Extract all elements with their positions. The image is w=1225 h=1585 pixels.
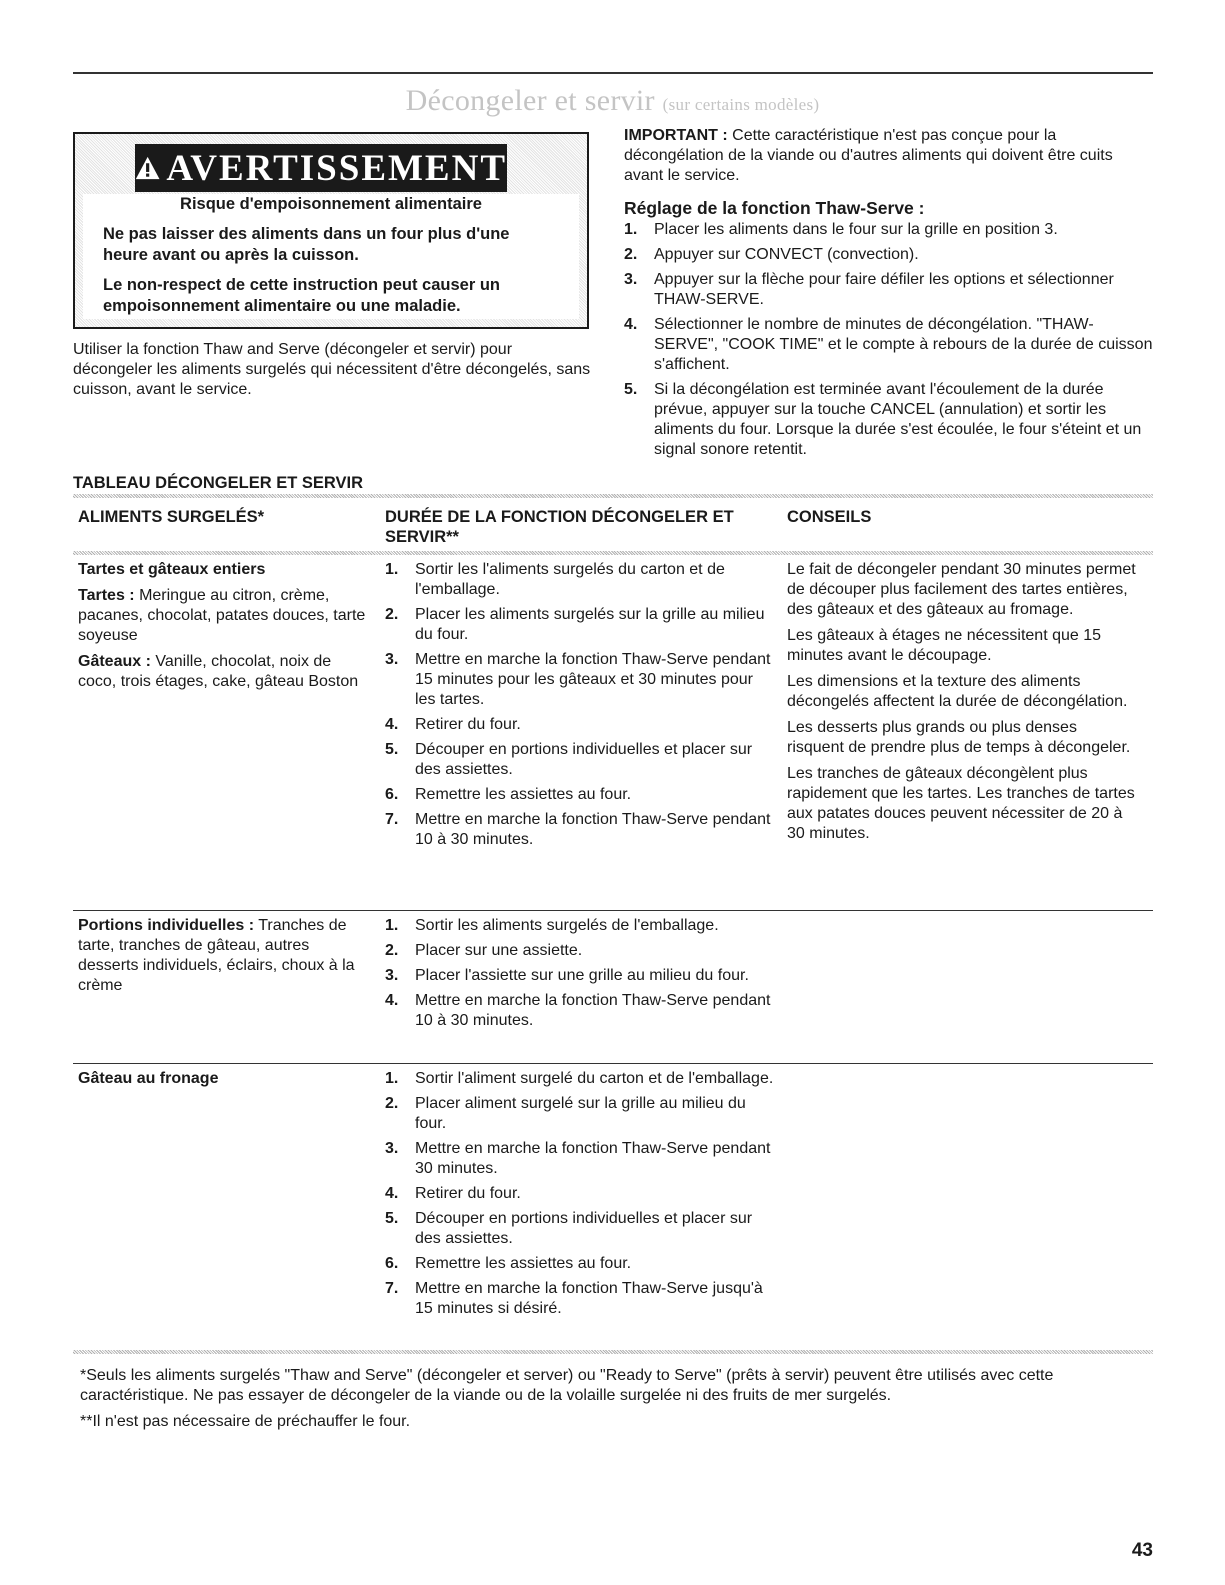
step-number: 6. xyxy=(385,1255,399,1272)
important-text: Cette caractéristique n'est pas conçue pour la décongélation de la viande ou d'autres aliments qui doivent être cuits avant le service. xyxy=(624,127,1113,184)
step-text: Découper en portions individuelles et placer sur des assiettes. xyxy=(415,1210,753,1247)
step-text: Remettre les assiettes au four. xyxy=(415,1255,632,1272)
warning-line-1: Ne pas laisser des aliments dans un four plus d'une heure avant ou après la cuisson. xyxy=(103,225,510,264)
row1-tartes-label: Tartes : xyxy=(78,587,135,604)
row1-steps xyxy=(385,560,775,850)
header-tips: CONSEILS xyxy=(787,508,872,526)
tip: Les dimensions et la texture des aliments décongelés affectent la durée de décongélation. xyxy=(787,673,1128,710)
row1-divider xyxy=(73,910,1153,911)
step-text: Placer les aliments surgelés sur la grille au milieu du four. xyxy=(415,606,765,643)
table-bottom-rule xyxy=(73,1350,1153,1354)
row1-step xyxy=(385,560,775,600)
row2-step xyxy=(385,991,775,1031)
row2-description xyxy=(78,916,370,996)
step-number: 5. xyxy=(385,741,399,758)
setup-heading: Réglage de la fonction Thaw-Serve : xyxy=(624,198,925,218)
row3-title: Gâteau au fronage xyxy=(78,1070,219,1087)
row3-step xyxy=(385,1094,775,1134)
step-number: 6. xyxy=(385,786,399,803)
step-text: Placer les aliments dans le four sur la grille en position 3. xyxy=(654,221,1058,238)
setup-step xyxy=(624,220,1154,240)
row3-step xyxy=(385,1069,775,1089)
warning-header-text: AVERTISSEMENT xyxy=(166,147,507,189)
step-text: Mettre en marche la fonction Thaw-Serve jusqu'à 15 minutes si désiré. xyxy=(415,1280,763,1317)
setup-column xyxy=(624,126,1154,465)
step-number: 7. xyxy=(385,1280,399,1297)
tip: Le fait de décongeler pendant 30 minutes permet de découper plus facilement des tartes entières, des gâteaux et des gâteaux au fromage. xyxy=(787,561,1136,618)
step-number: 3. xyxy=(385,1140,399,1157)
row1-step xyxy=(385,715,775,735)
step-number: 5. xyxy=(385,1210,399,1227)
step-text: Retirer du four. xyxy=(415,1185,521,1202)
step-text: Placer l'assiette sur une grille au milieu du four. xyxy=(415,967,749,984)
warning-triangle-icon xyxy=(135,153,160,183)
step-text: Appuyer sur la flèche pour faire défiler les options et sélectionner THAW-SERVE. xyxy=(654,271,1114,308)
footnote-2: **Il n'est pas nécessaire de préchauffer le four. xyxy=(80,1413,411,1430)
step-text: Placer sur une assiette. xyxy=(415,942,583,959)
step-text: Sortir l'aliment surgelé du carton et de l'emballage. xyxy=(415,1070,774,1087)
step-number: 1. xyxy=(385,917,399,934)
row1-gateaux-text: Vanille, chocolat, noix de coco, trois étages, cake, gâteau Boston xyxy=(78,653,359,690)
row1-tartes-text: Meringue au citron, crème, pacanes, chocolat, patates douces, tarte soyeuse xyxy=(78,587,366,644)
row3-step xyxy=(385,1279,775,1319)
section-title-sub: (sur certains modèles) xyxy=(662,95,820,114)
row3-step xyxy=(385,1254,775,1274)
header-duration: DURÉE DE LA FONCTION DÉCONGELER ET SERVIR** xyxy=(385,508,734,546)
footnotes xyxy=(80,1366,1150,1438)
row3-step xyxy=(385,1184,775,1204)
row2-step xyxy=(385,941,775,961)
tip: Les gâteaux à étages ne nécessitent que 15 minutes avant le découpage. xyxy=(787,627,1102,664)
step-number: 3. xyxy=(385,967,399,984)
step-number: 3. xyxy=(624,271,638,288)
step-text: Sortir les l'aliments surgelés du carton et de l'emballage. xyxy=(415,561,725,598)
row2-text: Tranches de tarte, tranches de gâteau, autres desserts individuels, éclairs, choux à la crème xyxy=(78,917,355,994)
setup-steps xyxy=(624,220,1154,460)
row2-label: Portions individuelles : xyxy=(78,917,255,934)
warning-box xyxy=(73,132,589,329)
header-bottom-rule xyxy=(73,551,1153,555)
step-text: Remettre les assiettes au four. xyxy=(415,786,632,803)
step-number: 4. xyxy=(624,316,638,333)
row1-step xyxy=(385,810,775,850)
setup-step xyxy=(624,270,1154,310)
warning-header xyxy=(135,144,507,192)
step-text: Mettre en marche la fonction Thaw-Serve pendant 15 minutes pour les gâteaux et 30 minutes pour les tartes. xyxy=(415,651,771,708)
step-number: 7. xyxy=(385,811,399,828)
step-text: Mettre en marche la fonction Thaw-Serve pendant 30 minutes. xyxy=(415,1140,771,1177)
row2-foods xyxy=(78,916,370,1002)
top-rule xyxy=(73,72,1153,74)
warning-line-2: Le non-respect de cette instruction peut causer un empoisonnement alimentaire ou une maladie. xyxy=(103,276,500,315)
row1-duration xyxy=(385,560,775,855)
row1-tips xyxy=(787,560,1137,850)
setup-step xyxy=(624,380,1154,460)
step-number: 1. xyxy=(385,561,399,578)
tip: Les tranches de gâteaux décongèlent plus rapidement que les tartes. Les tranches de tartes aux patates douces peuvent nécessiter de 20 à 30 minutes. xyxy=(787,765,1135,842)
row3-steps xyxy=(385,1069,775,1319)
step-number: 1. xyxy=(385,1070,399,1087)
step-text: Sélectionner le nombre de minutes de décongélation. "THAW-SERVE", "COOK TIME" et le compte à rebours de la durée de cuisson s'affichent. xyxy=(654,316,1153,373)
step-number: 2. xyxy=(385,1095,399,1112)
step-text: Si la décongélation est terminée avant l'écoulement de la durée prévue, appuyer sur la touche CANCEL (annulation) et sortir les aliments du four. Lorsque la durée s'est écoulée, le four s'éteint et un signal sonore retentit. xyxy=(654,381,1142,458)
table-title: TABLEAU DÉCONGELER ET SERVIR xyxy=(73,474,363,492)
row1-step xyxy=(385,785,775,805)
step-text: Retirer du four. xyxy=(415,716,521,733)
row3-foods xyxy=(78,1069,370,1095)
setup-step xyxy=(624,315,1154,375)
row2-step xyxy=(385,916,775,936)
row1-step xyxy=(385,740,775,780)
step-number: 1. xyxy=(624,221,638,238)
footnote-1: *Seuls les aliments surgelés "Thaw and Serve" (décongeler et server) ou "Ready to Serve" (prêts à servir) peuvent être utilisés avec cette caractéristique. Ne pas essayer de décongeler de la viande ou de la volaille surgelée ni des fruits de mer surgelés. xyxy=(80,1367,1054,1404)
row3-duration xyxy=(385,1069,775,1324)
intro-paragraph: Utiliser la fonction Thaw and Serve (décongeler et servir) pour décongeler les aliments surgelés qui nécessitent d'être décongelés, sans cuisson, avant le service. xyxy=(73,341,591,398)
step-number: 2. xyxy=(385,942,399,959)
important-label: IMPORTANT : xyxy=(624,127,728,144)
step-text: Sortir les aliments surgelés de l'emballage. xyxy=(415,917,719,934)
step-number: 4. xyxy=(385,716,399,733)
row2-steps xyxy=(385,916,775,1031)
step-text: Placer aliment surgelé sur la grille au milieu du four. xyxy=(415,1095,746,1132)
step-number: 4. xyxy=(385,992,399,1009)
row1-tartes xyxy=(78,586,370,646)
step-number: 3. xyxy=(385,651,399,668)
row3-step xyxy=(385,1139,775,1179)
warning-content xyxy=(83,194,579,319)
step-number: 5. xyxy=(624,381,638,398)
row2-duration xyxy=(385,916,775,1036)
page-number: 43 xyxy=(1131,1540,1153,1561)
table-top-rule xyxy=(73,494,1153,498)
step-text: Appuyer sur CONVECT (convection). xyxy=(654,246,919,263)
row2-divider xyxy=(73,1063,1153,1064)
row1-gateaux xyxy=(78,652,370,692)
header-frozen-foods: ALIMENTS SURGELÉS* xyxy=(78,508,265,526)
step-number: 4. xyxy=(385,1185,399,1202)
row2-step xyxy=(385,966,775,986)
row1-title: Tartes et gâteaux entiers xyxy=(78,561,266,578)
step-text: Découper en portions individuelles et placer sur des assiettes. xyxy=(415,741,753,778)
row1-foods xyxy=(78,560,370,698)
important-note xyxy=(624,126,1154,186)
tip: Les desserts plus grands ou plus denses risquent de prendre plus de temps à décongeler. xyxy=(787,719,1131,756)
section-title-main: Décongeler et servir xyxy=(405,84,655,117)
row3-step xyxy=(385,1209,775,1249)
setup-step xyxy=(624,245,1154,265)
section-title xyxy=(0,84,1225,118)
step-number: 2. xyxy=(624,246,638,263)
row1-step xyxy=(385,605,775,645)
step-text: Mettre en marche la fonction Thaw-Serve pendant 10 à 30 minutes. xyxy=(415,992,771,1029)
step-text: Mettre en marche la fonction Thaw-Serve pendant 10 à 30 minutes. xyxy=(415,811,771,848)
warning-title: Risque d'empoisonnement alimentaire xyxy=(180,195,482,213)
step-number: 2. xyxy=(385,606,399,623)
row1-gateaux-label: Gâteaux : xyxy=(78,653,151,670)
row1-step xyxy=(385,650,775,710)
